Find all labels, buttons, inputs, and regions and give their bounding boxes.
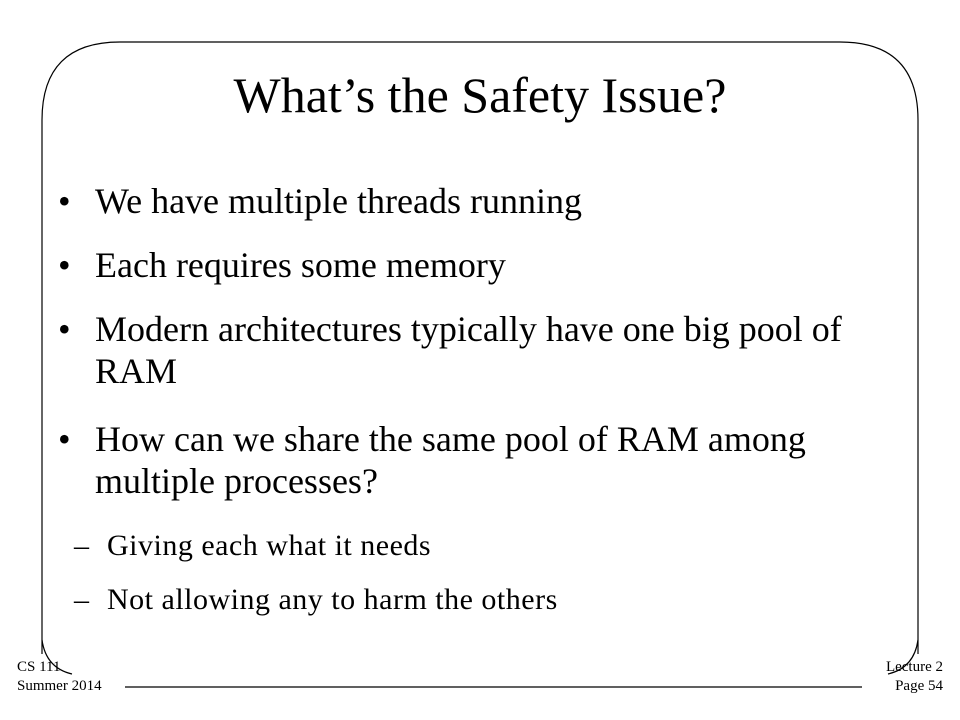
subbullet-marker: – (74, 529, 90, 562)
bullet-item (58, 244, 898, 286)
footer-page-info (886, 658, 943, 696)
bullet-text: How can we share the same pool of RAM among multiple processes? (95, 419, 806, 501)
bullet-item (58, 308, 898, 392)
bullet-marker: • (58, 245, 71, 285)
subbullet-marker: – (74, 583, 90, 616)
subbullet-item (74, 582, 874, 618)
slide-title: What’s the Safety Issue? (233, 67, 727, 123)
footer-lecture: Lecture 2 (885, 659, 943, 675)
footer-course-info (17, 658, 102, 696)
bullet-item (58, 180, 898, 222)
bullet-text: Each requires some memory (95, 245, 506, 285)
footer-course: CS 111 (17, 659, 61, 675)
bullet-marker: • (58, 309, 71, 349)
bullet-item (58, 418, 898, 502)
subbullet-text: Giving each what it needs (107, 529, 432, 562)
bullet-marker: • (58, 181, 71, 221)
subbullet-item (74, 528, 874, 564)
bullet-text: We have multiple threads running (95, 181, 582, 221)
footer-page: Page 54 (895, 678, 943, 694)
bullet-marker: • (58, 419, 71, 459)
footer-term: Summer 2014 (17, 678, 102, 694)
bullet-text: Modern architectures typically have one big pool of RAM (95, 309, 842, 391)
subbullet-text: Not allowing any to harm the others (107, 583, 558, 616)
